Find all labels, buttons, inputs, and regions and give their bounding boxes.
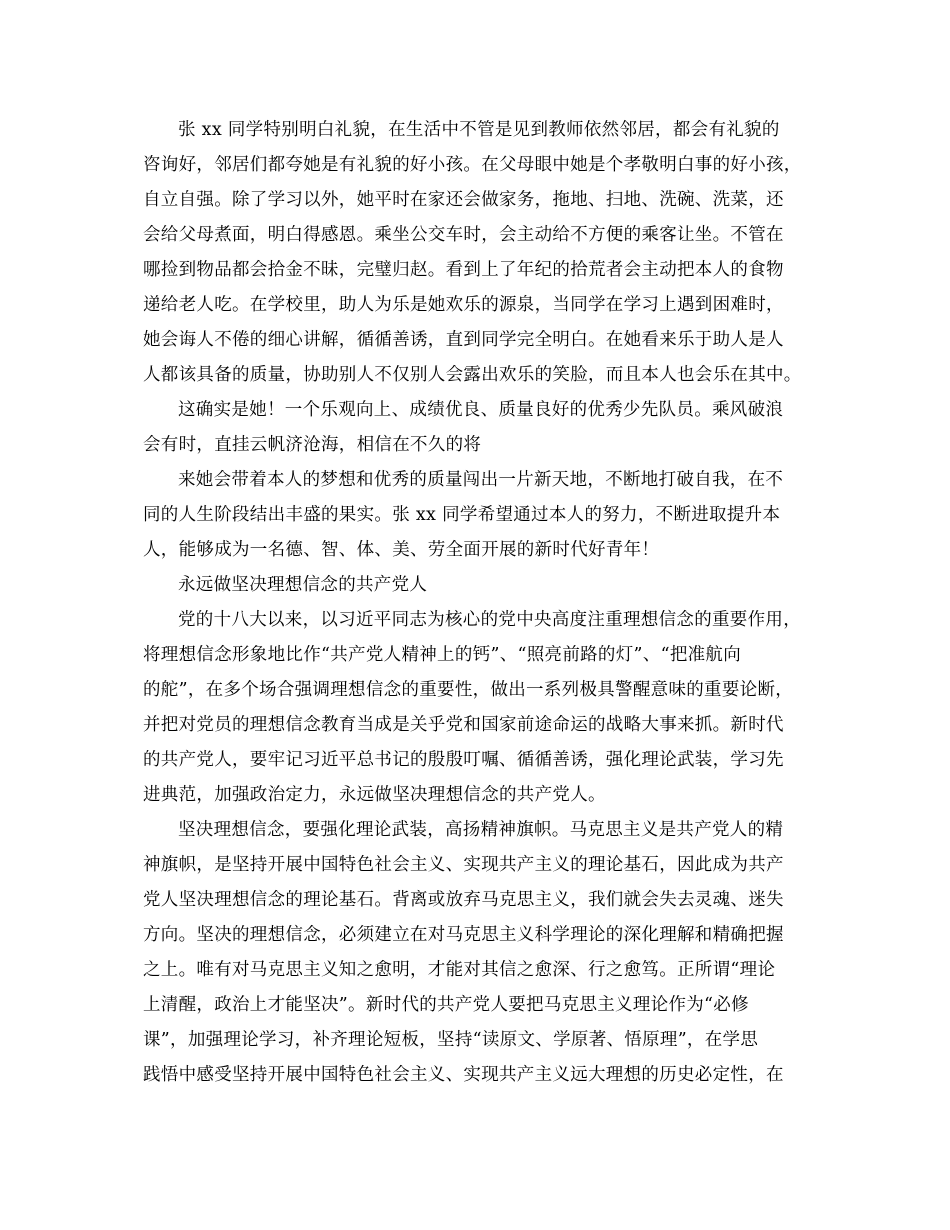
text-line: 课”，加强理论学习，补齐理论短板，坚持“读原文、学原著、悟原理”，在学思 — [143, 1030, 759, 1050]
text-line: 进典范，加强政治定力，永远做坚决理想信念的共产党人。 — [143, 785, 606, 805]
text-line: 她会诲人不倦的细心讲解，循循善诱，直到同学完全明白。在她看来乐于助人是人 — [143, 330, 784, 350]
text-line: 哪捡到物品都会拾金不昧，完璧归赵。看到上了年纪的拾荒者会主动把本人的食物 — [143, 260, 784, 280]
text-line: 会有时，直挂云帆济沧海，相信在不久的将 — [143, 435, 482, 455]
text-line: 的舵”，在多个场合强调理想信念的重要性，做出一系列极具警醒意味的重要论断， — [143, 680, 794, 700]
text-line: 这确实是她！一个乐观向上、成绩优良、质量良好的优秀少先队员。乘风破浪 — [178, 400, 784, 420]
text-line: 将理想信念形象地比作“共产党人精神上的钙”、“照亮前路的灯”、“把准航向 — [143, 645, 742, 665]
text-line: 坚决理想信念，要强化理论武装，高扬精神旗帜。马克思主义是共产党人的精 — [178, 820, 784, 840]
text-line: 自立自强。除了学习以外，她平时在家还会做家务，拖地、扫地、洗碗、洗菜，还 — [143, 190, 784, 210]
text-line: 上清醒，政治上才能坚决”。新时代的共产党人要把马克思主义理论作为“必修 — [143, 995, 749, 1015]
text-line: 人都该具备的质量，协助别人不仅别人会露出欢乐的笑脸，而且本人也会乐在其中。 — [143, 365, 802, 385]
text-line: 的共产党人，要牢记习近平总书记的殷殷叮嘱、循循善诱，强化理论武装，学习先 — [143, 750, 784, 770]
text-line: 人，能够成为一名德、智、体、美、劳全面开展的新时代好青年！ — [143, 540, 660, 560]
text-line: 神旗帜，是坚持开展中国特色社会主义、实现共产主义的理论基石，因此成为共产 — [143, 855, 784, 875]
text-line: 践悟中感受坚持开展中国特色社会主义、实现共产主义远大理想的历史必定性，在 — [143, 1065, 784, 1085]
text-line: 会给父母煮面，明白得感恩。乘坐公交车时，会主动给不方便的乘客让坐。不管在 — [143, 225, 784, 245]
text-line: 张 xx 同学特别明白礼貌，在生活中不管是见到教师依然邻居，都会有礼貌的 — [178, 120, 780, 140]
text-line: 方向。坚决的理想信念，必须建立在对马克思主义科学理论的深化理解和精确把握 — [143, 925, 784, 945]
section-heading: 永远做坚决理想信念的共产党人 — [178, 575, 428, 595]
text-line: 同的人生阶段结出丰盛的果实。张 xx 同学希望通过本人的努力，不断进取提升本 — [143, 505, 781, 525]
text-line: 递给老人吃。在学校里，助人为乐是她欢乐的源泉，当同学在学习上遇到困难时， — [143, 295, 784, 315]
text-line: 咨询好，邻居们都夸她是有礼貌的好小孩。在父母眼中她是个孝敬明白事的好小孩， — [143, 155, 802, 175]
text-line: 并把对党员的理想信念教育当成是关乎党和国家前途命运的战略大事来抓。新时代 — [143, 715, 784, 735]
text-line: 来她会带着本人的梦想和优秀的质量闯出一片新天地，不断地打破自我，在不 — [178, 470, 784, 490]
text-line: 之上。唯有对马克思主义知之愈明，才能对其信之愈深、行之愈笃。正所谓“理论 — [143, 960, 776, 980]
text-line: 党人坚决理想信念的理论基石。背离或放弃马克思主义，我们就会失去灵魂、迷失 — [143, 890, 784, 910]
text-line: 党的十八大以来，以习近平同志为核心的党中央高度注重理想信念的重要作用， — [178, 610, 801, 630]
